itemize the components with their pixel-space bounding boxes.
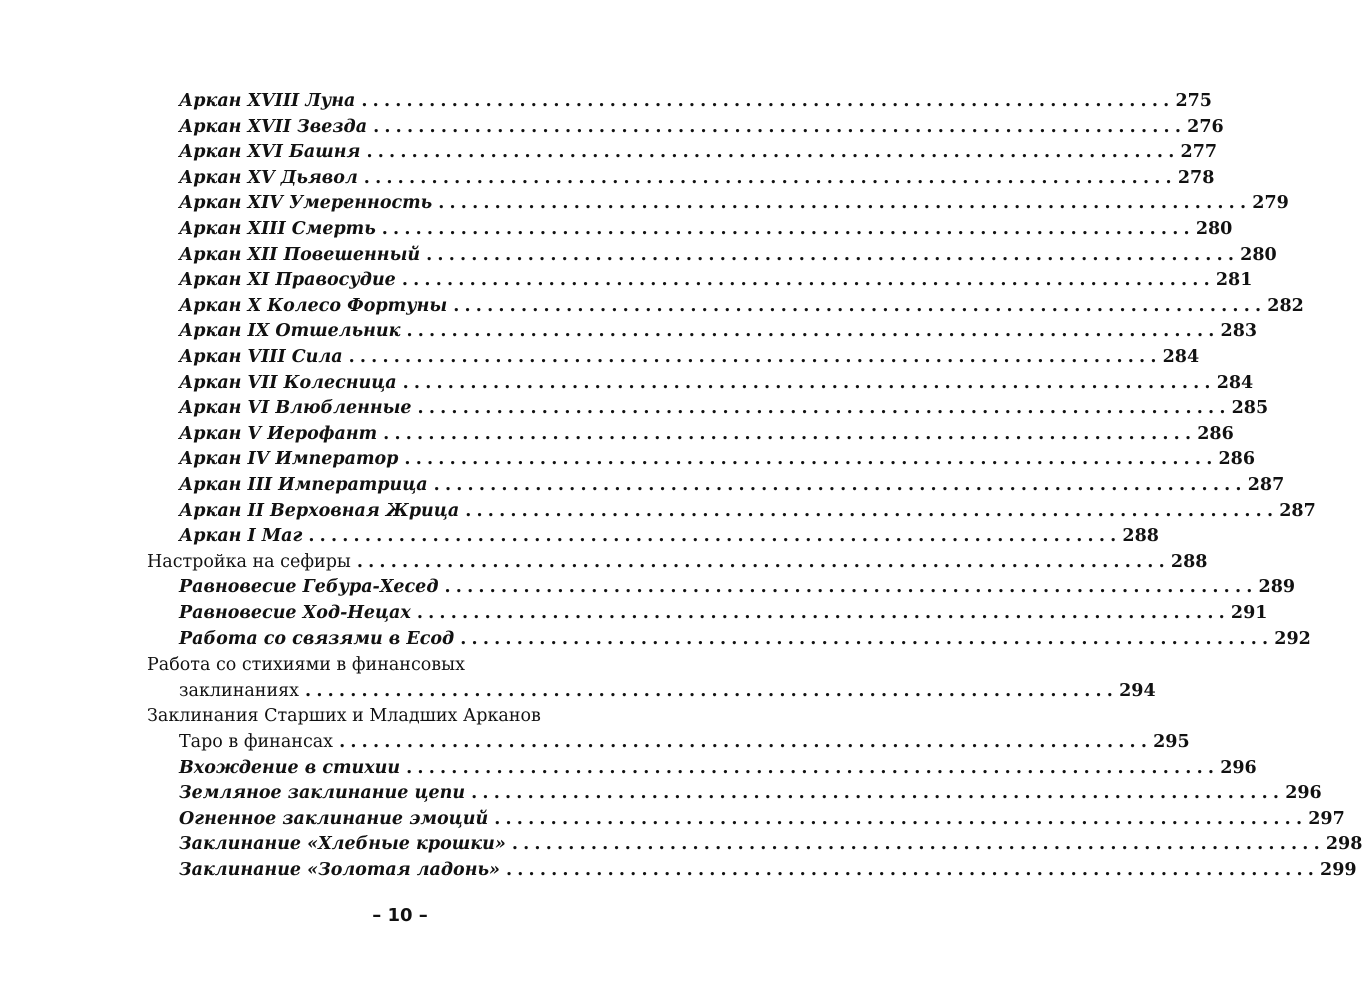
toc-entry-page: 277 [1180,142,1218,163]
toc-entry-page: 291 [1230,603,1268,623]
toc-entry-arcanum-8[interactable]: Аркан VIII Сила ........................................................................ 284 [0,345,800,370]
toc-entry-earth-chain[interactable]: Земляное заклинание цепи ........................................................................ 296 [0,781,800,806]
toc-entry-title: Аркан II Верховная Жрица [179,499,465,524]
toc-entry-page: 285 [1231,398,1269,419]
toc-entry-title: Равновесие Гебура-Хесед [179,575,444,600]
toc-entry-page: 286 [1197,423,1234,444]
toc-entry-page: 287 [1247,475,1285,495]
toc-entry-page: 294 [1119,680,1156,701]
toc-entry-title: Аркан VI Влюбленные [179,396,418,421]
toc-entry-arcanum-10[interactable]: Аркан X Колесо Фортуны ........................................................................ 282 [0,294,800,319]
toc-entry-title: заклинаниях [179,679,305,704]
toc-entry-page: 283 [1220,321,1258,342]
toc-entry-page: 299 [1320,860,1357,880]
toc-entry-hod-netzach[interactable]: Равновесие Ход-Нецах ........................................................................ 291 [0,601,800,626]
toc-entry-page: 296 [1285,783,1322,804]
toc-entry-page: 284 [1216,372,1254,393]
page-number: – 10 – [372,905,428,926]
toc-entry-page: 288 [1170,551,1208,572]
toc-entry-title: Таро в финансах [179,730,339,755]
toc-entry-title: Аркан V Иерофант [179,422,383,447]
toc-entry-title: Аркан XIV Умеренность [179,191,438,216]
toc-entry-page: 296 [1220,757,1257,778]
toc-entry-arcanum-1[interactable]: Аркан I Маг ........................................................................ 288 [0,524,800,549]
toc-entry-yesod[interactable]: Работа со связями в Есод ........................................................................ 292 [0,627,800,652]
toc-entry-page: 280 [1195,219,1233,239]
toc-entry-breadcrumbs[interactable]: Заклинание «Хлебные крошки» ........................................................................ 298 [0,832,800,857]
toc-entry-title: Огненное заклинание эмоций [179,807,494,832]
toc-entry-arcanum-18[interactable]: Аркан XVIII Луна ........................................................................ 275 [0,89,800,114]
toc-entry-sephirot[interactable]: Настройка на сефиры ........................................................................ 288 [0,550,800,575]
toc-entry-title: Аркан X Колесо Фортуны [179,294,453,319]
toc-entry-arcanum-14[interactable]: Аркан XIV Умеренность ........................................................................ 279 [0,191,800,216]
toc-entry-title: Аркан XVI Башня [179,140,366,165]
toc-entry-title: Аркан III Императрица [179,473,434,498]
toc-entry-page: 297 [1308,808,1345,829]
toc-entry-title: Аркан XV Дьявол [179,166,364,191]
toc-entry-arcanum-5[interactable]: Аркан V Иерофант ........................................................................ 286 [0,422,800,447]
toc-entry-arcanum-16[interactable]: Аркан XVI Башня ........................................................................ 277 [0,140,800,165]
toc-entry-elements[interactable]: заклинаниях ........................................................................ 294 [0,679,800,704]
toc-entry-title: Аркан XII Повешенный [179,243,426,268]
toc-entry-page: 281 [1215,270,1253,291]
toc-entry-spells-line1[interactable]: Заклинания Старших и Младших Арканов [147,706,541,727]
toc-entry-page: 284 [1162,347,1200,367]
toc-entry-arcanum-13[interactable]: Аркан XIII Смерть ........................................................................ 280 [0,217,800,242]
toc-entry-arcanum-12[interactable]: Аркан XII Повешенный ........................................................................ 280 [0,243,800,268]
toc-entry-title: Земляное заклинание цепи [179,781,471,806]
toc-entry-title: Аркан IV Император [179,447,404,472]
toc-entry-elements-line1[interactable]: Работа со стихиями в финансовых [147,655,465,676]
toc-entry-title: Равновесие Ход-Нецах [179,601,417,626]
toc-entry-arcanum-6[interactable]: Аркан VI Влюбленные ........................................................................ 285 [0,396,800,421]
toc-entry-title: Аркан XVIII Луна [179,89,361,114]
toc-entry-arcanum-4[interactable]: Аркан IV Император ........................................................................ 286 [0,447,800,472]
toc-entry-title: Аркан XIII Смерть [179,217,382,242]
toc-entry-arcanum-11[interactable]: Аркан XI Правосудие ........................................................................ 281 [0,268,800,293]
toc-entry-arcanum-2[interactable]: Аркан II Верховная Жрица ........................................................................ 287 [0,499,800,524]
toc-entry-title: Аркан I Маг [179,524,308,549]
toc-entry-title: Аркан VIII Сила [179,345,349,370]
toc-entry-arcanum-7[interactable]: Аркан VII Колесница ........................................................................ 284 [0,371,800,396]
toc-entry-entering-elements[interactable]: Вхождение в стихии ........................................................................ 296 [0,756,800,781]
toc-entry-title: Работа со связями в Есод [179,627,460,652]
toc-entry-page: 286 [1218,449,1256,470]
toc-entry-page: 295 [1153,732,1190,752]
toc-entry-page: 292 [1274,628,1311,649]
toc-entry-arcanum-15[interactable]: Аркан XV Дьявол ........................................................................ 278 [0,166,800,191]
toc-entry-fire-emotions[interactable]: Огненное заклинание эмоций ........................................................................ 297 [0,807,800,832]
toc-entry-page: 287 [1279,500,1316,521]
toc-entry-spells[interactable]: Таро в финансах ........................................................................ 295 [0,730,800,755]
toc-entry-title: Аркан IX Отшельник [179,319,406,344]
toc-entry-title: Аркан XI Правосудие [179,268,402,293]
toc-entry-arcanum-3[interactable]: Аркан III Императрица ........................................................................ 287 [0,473,800,498]
toc-entry-page: 278 [1177,167,1215,188]
toc-entry-title: Настройка на сефиры [147,550,357,575]
toc-entry-arcanum-17[interactable]: Аркан XVII Звезда ........................................................................ 276 [0,115,800,140]
toc-entry-title: Вхождение в стихии [179,756,406,781]
toc-entry-golden-palm[interactable]: Заклинание «Золотая ладонь» ........................................................................ 299 [0,858,800,883]
toc-entry-page: 288 [1122,526,1159,547]
toc-entry-title: Заклинание «Золотая ладонь» [179,858,506,883]
toc-entry-page: 298 [1325,834,1362,855]
toc-entry-page: 282 [1267,295,1304,316]
toc-entry-gevurah-chesed[interactable]: Равновесие Гебура-Хесед ........................................................................ 289 [0,575,800,600]
toc-entry-title: Заклинание «Хлебные крошки» [179,832,512,857]
toc-entry-arcanum-9[interactable]: Аркан IX Отшельник ........................................................................ 283 [0,319,800,344]
toc-entry-page: 279 [1252,193,1289,214]
toc-entry-page: 276 [1187,116,1224,137]
toc-entry-title: Аркан XVII Звезда [179,115,373,140]
toc-entry-title: Аркан VII Колесница [179,371,403,396]
toc-entry-page: 289 [1258,577,1296,598]
toc-entry-page: 275 [1175,91,1212,111]
toc-entry-page: 280 [1240,244,1277,265]
